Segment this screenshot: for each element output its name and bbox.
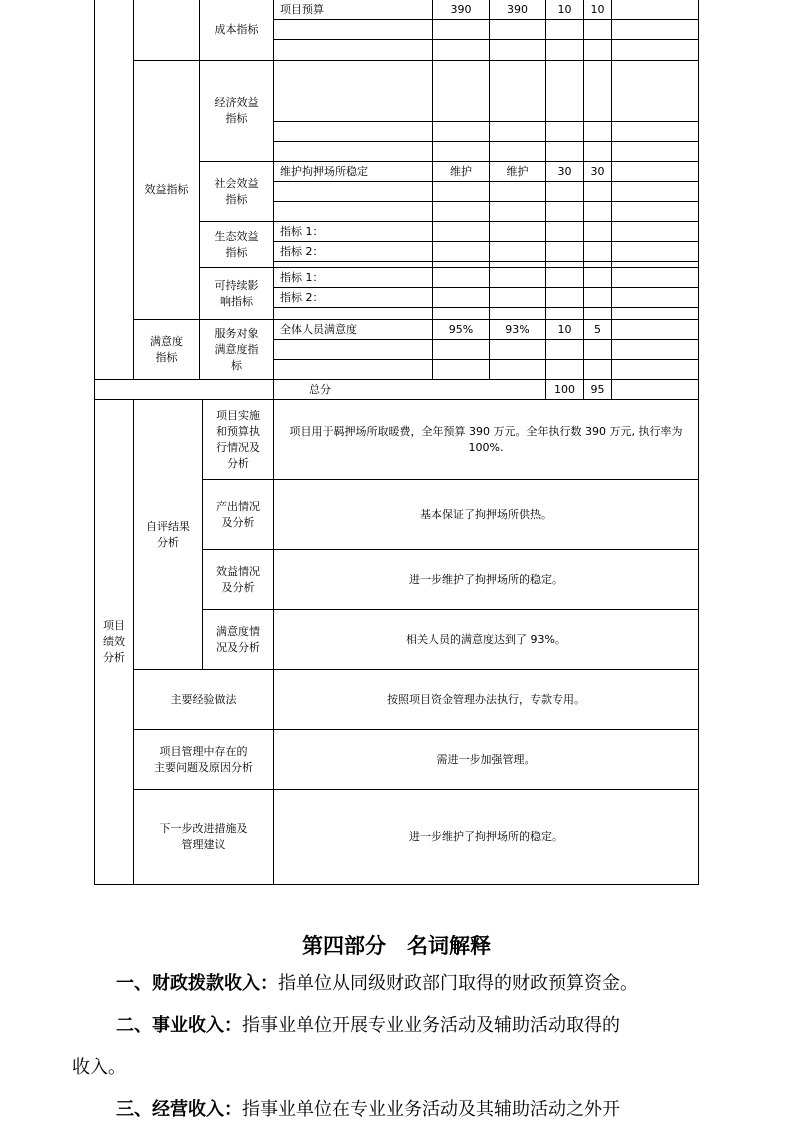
term-name: 三、经营收入： <box>116 1099 242 1120</box>
ecological-indicator-1: 指标 1： <box>280 224 324 238</box>
term-definition: 指单位从同级财政部门取得的财政预算资金。 <box>278 973 638 994</box>
satisfaction-analysis-label: 满意度情 况及分析 <box>216 624 260 654</box>
social-indicator: 维护拘押场所稳定 <box>280 164 368 178</box>
budget-execution-text: 项目用于羁押场所取暖费，全年预算 390 万元。全年执行数 390 万元, 执行率为 100%. <box>289 424 683 454</box>
secondary-benefit-label: 效益指标 <box>144 183 189 196</box>
cost-target: 390 <box>450 2 472 16</box>
next-steps-text: 进一步维护了拘押场所的稳定。 <box>409 830 563 843</box>
satisfaction-score: 5 <box>594 322 601 336</box>
cost-indicator: 项目预算 <box>280 2 324 16</box>
benefit-analysis-label: 效益情况 及分析 <box>216 564 260 594</box>
secondary-satisfaction-label: 满意度 指标 <box>150 334 183 364</box>
problems-text: 需进一步加强管理。 <box>436 752 536 766</box>
satisfaction-target: 95% <box>448 322 474 336</box>
term-definition: 指事业单位在专业业务活动及其辅助活动之外开 <box>242 1099 620 1120</box>
total-score: 95 <box>590 382 605 396</box>
economic-benefit-label: 经济效益 指标 <box>214 96 259 125</box>
social-score: 30 <box>590 164 605 178</box>
ecological-indicator-2: 指标 2： <box>280 244 324 258</box>
satisfaction-weight: 10 <box>557 322 572 336</box>
section-title: 第四部分 名词解释 <box>302 933 491 958</box>
sustainable-impact-label: 可持续影 响指标 <box>214 278 259 308</box>
cost-actual: 390 <box>507 2 528 16</box>
term-continuation: 收入。 <box>72 1057 126 1078</box>
social-benefit-label: 社会效益 指标 <box>214 176 259 206</box>
next-steps-label: 下一步改进措施及 管理建议 <box>159 822 248 851</box>
term-definition: 指事业单位开展专业业务活动及辅助活动取得的 <box>242 1015 620 1036</box>
self-evaluation-label: 自评结果 分析 <box>146 519 190 549</box>
sustainable-indicator-2: 指标 2： <box>280 290 324 304</box>
output-analysis-label: 产出情况 及分析 <box>216 499 260 529</box>
satisfaction-indicator: 全体人员满意度 <box>280 322 357 336</box>
total-weight: 100 <box>554 382 575 396</box>
term-paragraph <box>116 1014 766 1038</box>
cost-weight: 10 <box>557 2 572 16</box>
total-label: 总分 <box>309 382 331 396</box>
experience-text: 按照项目资金管理办法执行，专款专用。 <box>387 692 585 706</box>
term-name: 二、事业收入： <box>116 1015 242 1036</box>
tertiary-cost-label: 成本指标 <box>214 23 259 36</box>
term-paragraph <box>116 1098 766 1122</box>
service-satisfaction-label: 服务对象 满意度指 标 <box>214 326 259 372</box>
cost-score: 10 <box>590 2 605 16</box>
output-analysis-text: 基本保证了拘押场所供热。 <box>420 507 552 521</box>
performance-analysis-label: 项目 绩效 分析 <box>103 619 125 664</box>
budget-execution-label: 项目实施 和预算执 行情况及 分析 <box>216 408 260 470</box>
ecological-benefit-label: 生态效益 指标 <box>214 229 259 259</box>
experience-label: 主要经验做法 <box>170 692 237 706</box>
social-weight: 30 <box>557 164 572 178</box>
problems-label: 项目管理中存在的 主要问题及原因分析 <box>154 744 253 774</box>
social-target: 维护 <box>450 164 472 178</box>
term-name: 一、财政拨款收入： <box>116 973 278 994</box>
sustainable-indicator-1: 指标 1： <box>280 270 324 284</box>
term-paragraph <box>116 972 766 996</box>
satisfaction-actual: 93% <box>505 322 530 336</box>
social-actual: 维护 <box>506 164 529 178</box>
satisfaction-analysis-text: 相关人员的满意度达到了 93%。 <box>406 632 566 646</box>
benefit-analysis-text: 进一步维护了拘押场所的稳定。 <box>409 572 563 586</box>
